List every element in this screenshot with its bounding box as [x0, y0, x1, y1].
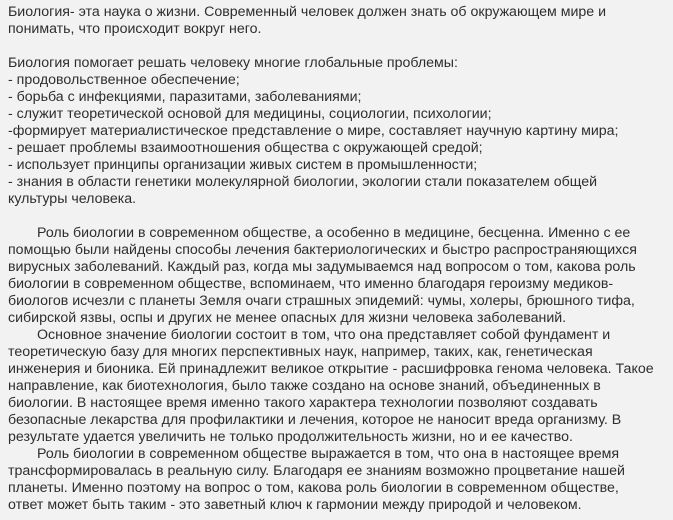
problems-item: - знания в области генетики молекулярной биологии, экологии стали показателем общей	[8, 174, 598, 190]
intro-line: понимать, что происходит вокруг него.	[8, 21, 262, 37]
article-line: Роль биологии в современном обществе выражается в том, что она в настоящее время	[37, 446, 620, 462]
paragraph-gap	[8, 38, 673, 55]
problems-item: - служит теоретической основой для медицины, социологии, психологии;	[8, 106, 492, 122]
problems-item: - борьба с инфекциями, паразитами, заболеваниями;	[8, 89, 362, 105]
article-line: помощью были найдены способы лечения бактериологических и быстро распространяющихся	[8, 242, 637, 258]
intro-paragraph	[8, 4, 673, 38]
problems-item: - решает проблемы взаимоотношения общества с окружающей средой;	[8, 140, 483, 156]
article-line: безопасные лекарства для профилактики и лечения, которое не наносит вреда организму. В	[8, 412, 622, 428]
article-line: Основное значение биологии состоит в том, что она представляет собой фундамент и	[37, 327, 611, 343]
article-line: ответ может быть таким - это заветный ключ к гармонии между природой и человеком.	[8, 497, 582, 513]
article-line: биологии в современном обществе, вспоминаем, что именно благодаря героизму медиков-	[8, 276, 614, 292]
article-paragraph-3	[8, 446, 673, 514]
problems-item: - продовольственное обеспечение;	[8, 72, 240, 88]
problems-lead: Биология помогает решать человеку многие глобальные проблемы:	[8, 55, 458, 71]
article-line: вирусных заболеваний. Каждый раз, когда мы задумываемся над вопросом о том, какова роль	[8, 259, 636, 275]
article-line: теоретическую базу для многих перспективных наук, например, таких, как, генетическая	[8, 344, 593, 360]
article-line: биологии. В настоящее время именно такого характера технологии позволяют создавать	[8, 395, 598, 411]
intro-line: Биология- эта наука о жизни. Современный человек должен знать об окружающем мире и	[8, 4, 607, 20]
article-paragraph-2	[8, 327, 673, 446]
article-line: сибирской язвы, оспы и других не менее опасных для жизни человека заболеваний.	[8, 310, 567, 326]
paragraph-gap	[8, 208, 673, 225]
problems-item: - использует принципы организации живых систем в промышленности;	[8, 157, 478, 173]
article-line: биологов исчезли с планеты Земля очаги страшных эпидемий: чумы, холеры, брюшного тифа,	[8, 293, 635, 309]
article-line: результате удается увеличить не только продолжительность жизни, но и ее качество.	[8, 429, 573, 445]
article-line: инженерия и бионика. Ей принадлежит великое открытие - расшифровка генома человека. Такое	[8, 361, 654, 377]
article-line: трансформировалась в реальную силу. Благодаря ее знаниям возможно процветание нашей	[8, 463, 625, 479]
article-line: Роль биологии в современном обществе, а особенно в медицине, бесценна. Именно с ее	[37, 225, 631, 241]
article-line: направление, как биотехнология, было также создано на основе знаний, объединенных в	[8, 378, 601, 394]
problems-list	[8, 55, 673, 208]
problems-item: культуры человека.	[8, 191, 137, 207]
article-paragraph-1	[8, 225, 673, 327]
article-line: планеты. Именно поэтому на вопрос о том, какова роль биологии в современном обществе,	[8, 480, 619, 496]
problems-item: -формирует материалистическое представление о мире, составляет научную картину мира;	[8, 123, 619, 139]
